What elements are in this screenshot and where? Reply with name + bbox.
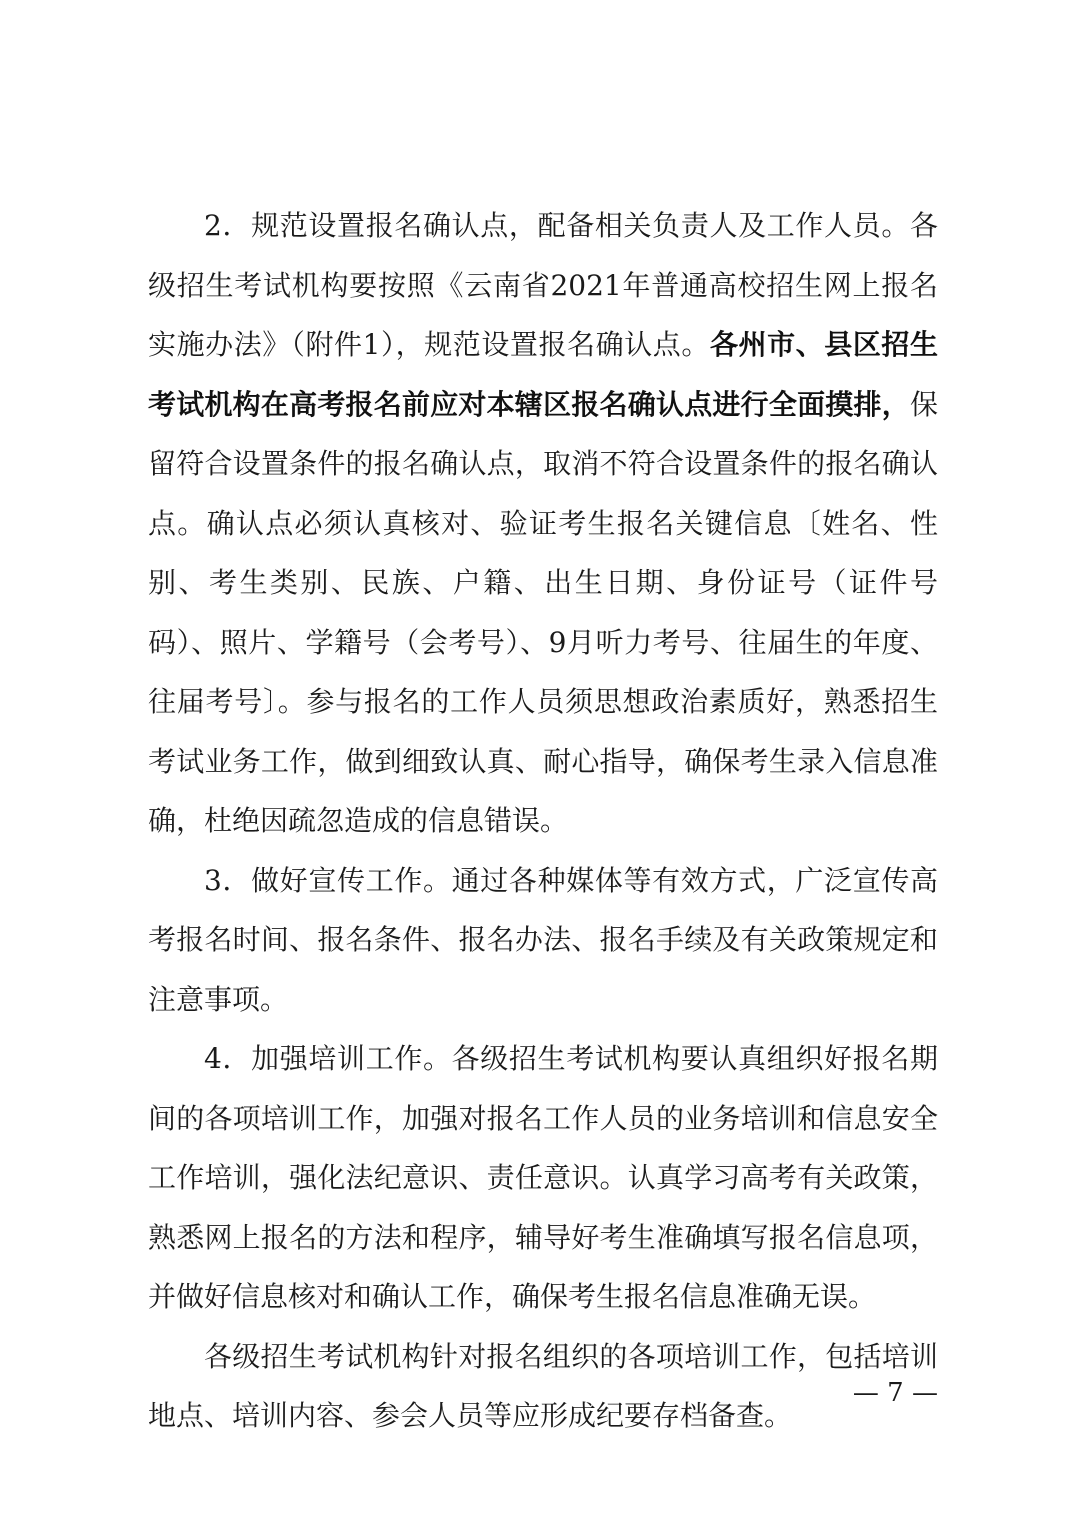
paragraph-item-2 [148,196,938,851]
paragraph-bold-text: 各州市、县区招生考试机构在高考报名前应对本辖区报名确认点进行全面摸排， [148,328,938,421]
paragraph-summary [148,1327,938,1446]
paragraph-text: 2．规范设置报名确认点，配备相关负责人及工作人员。各级招生考试机构要按照《云南省2021年普通高校招生网上报名实施办法》（附件1），规范设置报名确认点。 [148,209,938,361]
paragraph-item-4 [148,1029,938,1327]
paragraph-text: 4．加强培训工作。各级招生考试机构要认真组织好报名期间的各项培训工作，加强对报名工作人员的业务培训和信息安全工作培训，强化法纪意识、责任意识。认真学习高考有关政策，熟悉网上报名的方法和程序，辅导好考生准确填写报名信息项，并做好信息核对和确认工作，确保考生报名信息准确无误。 [148,1042,938,1313]
page-number: — 7 — [852,1378,938,1408]
paragraph-text: 3．做好宣传工作。通过各种媒体等有效方式，广泛宣传高考报名时间、报名条件、报名办法、报名手续及有关政策规定和注意事项。 [148,863,938,1016]
paragraph-text: 各级招生考试机构针对报名组织的各项培训工作，包括培训地点、培训内容、参会人员等应形成纪要存档备查。 [148,1339,938,1432]
paragraph-text: 保留符合设置条件的报名确认点，取消不符合设置条件的报名确认点。确认点必须认真核对、验证考生报名关键信息〔姓名、性别、考生类别、民族、户籍、出生日期、身份证号（证件号码）、照片、学籍号（会考号）、9月听力考号、往届生的年度、往届考号〕。参与报名的工作人员须思想政治素质好，熟悉招生考试业务工作，做到细致认真、耐心指导，确保考生录入信息准确，杜绝因疏忽造成的信息错误。 [148,387,938,837]
paragraph-item-3 [148,851,938,1030]
document-body [148,196,938,1446]
